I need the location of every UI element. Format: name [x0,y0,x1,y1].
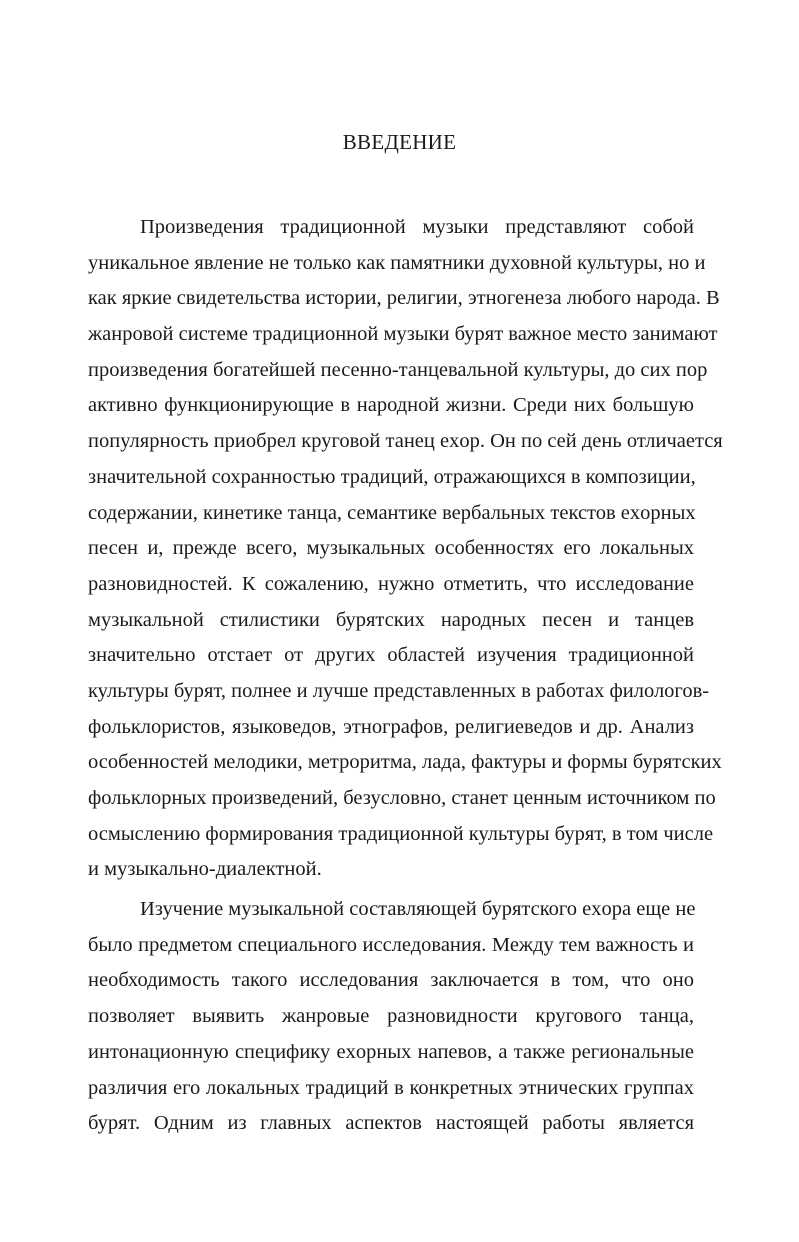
text-line: интонационную специфику exорных напевов, а также региональные [88,1040,694,1063]
text-line: различия его локальных традиций в конкретных этнических группах [88,1076,694,1099]
text-line: фольклористов, языковедов, этнографов, религиеведов и др. Анализ [88,715,694,738]
text-line: было предметом специального исследования. Между тем важность и [88,933,694,956]
text-line: популярность приобрел круговой танец exop. Он по сей день отличается [88,430,723,453]
text-line: культуры бурят, полнее и лучше представленных в работах филологов- [88,679,710,702]
text-line: позволяет выявить жанровые разновидности кругового танца, [88,1005,694,1028]
text-line: уникальное явление не только как памятники духовной культуры, но и [88,251,706,274]
text-line: и музыкально-диалектной. [88,858,322,881]
text-line: осмыслению формирования традиционной культуры бурят, в том числе [88,822,714,845]
text-line: содержании, кинетике танца, семантике вербальных текстов exорных [88,501,696,524]
text-line: произведения богатейшей песенно-танцевальной культуры, до сих пор [88,358,708,381]
body-text [88,210,723,1142]
text-line: значительно отстает от других областей изучения традиционной [88,644,694,667]
text-line: разновидностей. К сожалению, нужно отметить, что исследование [88,572,694,595]
text-line: Изучение музыкальной составляющей бурятского exoра еще не [140,898,696,921]
text-line: значительной сохранностью традиций, отражающихся в композиции, [88,465,696,488]
page-title: ВВЕДЕНИЕ [342,130,457,154]
text-line: особенностей мелодики, метроритма, лада, фактуры и формы бурятских [88,751,722,774]
text-line: как яркие свидетельства истории, религии, этногенеза любого народа. В [88,287,720,310]
text-line: жанровой системе традиционной музыки бурят важное место занимают [88,323,718,346]
text-line: Произведения традиционной музыки представляют собой [140,216,694,238]
text-line: музыкальной стилистики бурятских народных песен и танцев [88,608,694,631]
text-line: бурят. Одним из главных аспектов настоящей работы является [88,1112,694,1135]
text-line: песен и, прежде всего, музыкальных особенностях его локальных [88,537,694,560]
text-line: необходимость такого исследования заключается в том, что оно [88,969,694,992]
text-line: активно функционирующие в народной жизни. Среди них большую [88,394,694,417]
text-line: фольклорных произведений, безусловно, станет ценным источником по [88,787,716,809]
